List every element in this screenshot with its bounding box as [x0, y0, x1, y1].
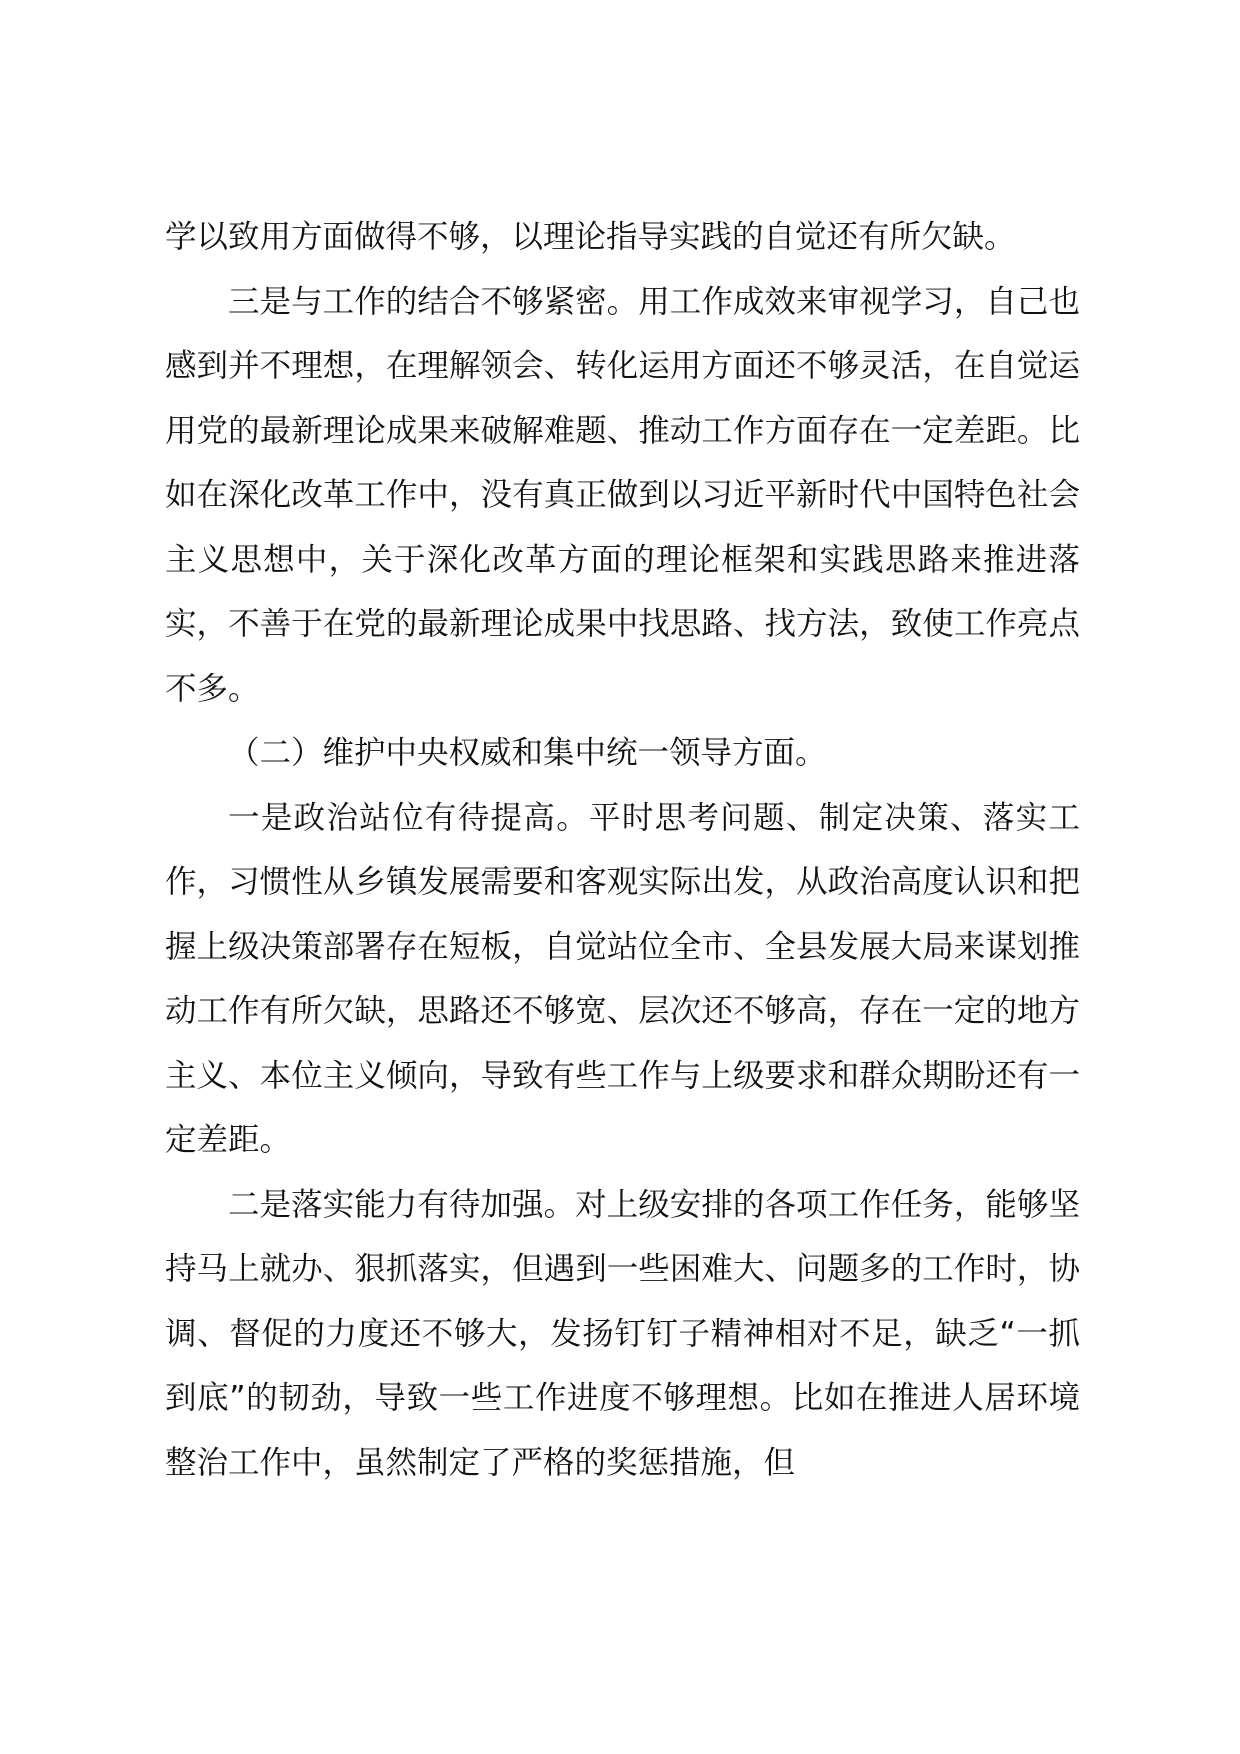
paragraph-continuation: 学以致用方面做得不够，以理论指导实践的自觉还有所欠缺。 [165, 219, 1016, 255]
section-heading-two: （二）维护中央权威和集中统一领导方面。 [228, 735, 827, 771]
paragraph-point-two: 二是落实能力有待加强。对上级安排的各项工作任务，能够坚持马上就办、狠抓落实，但遇到一些困难大、问题多的工作时，协调、督促的力度还不够大，发扬钉钉子精神相对不足，缺乏“一抓到底”的韧劲，导致一些工作进度不够理想。比如在推进人居环境整治工作中，虽然制定了严格的奖惩措施，但 [165, 1186, 1080, 1481]
paragraph-point-three: 三是与工作的结合不够紧密。用工作成效来审视学习，自己也感到并不理想，在理解领会、转化运用方面还不够灵活，在自觉运用党的最新理论成果来破解难题、推动工作方面存在一定差距。比如在深化改革工作中，没有真正做到以习近平新时代中国特色社会主义思想中，关于深化改革方面的理论框架和实践思路来推进落实，不善于在党的最新理论成果中找思路、找方法，致使工作亮点不多。 [165, 283, 1080, 707]
document-body [165, 205, 1080, 1495]
paragraph-point-one: 一是政治站位有待提高。平时思考问题、制定决策、落实工作，习惯性从乡镇发展需要和客观实际出发，从政治高度认识和把握上级决策部署存在短板，自觉站位全市、全县发展大局来谋划推动工作有所欠缺，思路还不够宽、层次还不够高，存在一定的地方主义、本位主义倾向，导致有些工作与上级要求和群众期盼还有一定差距。 [165, 799, 1080, 1158]
